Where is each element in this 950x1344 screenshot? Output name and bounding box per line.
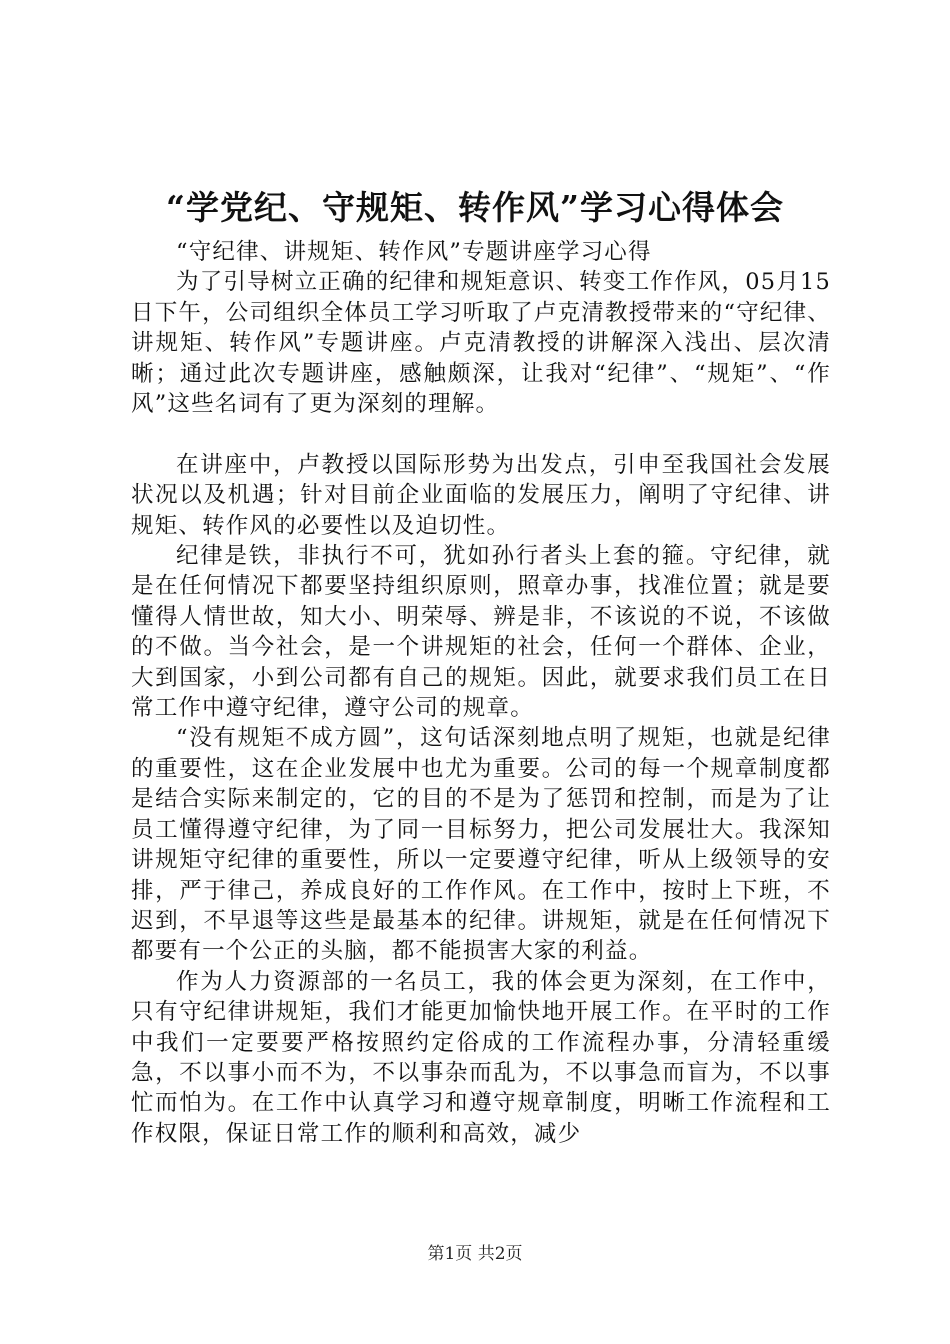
body-paragraph: “没有规矩不成方圆”，这句话深刻地点明了规矩，也就是纪律的重要性，这在企业发展中也尤为重要。公司的每一个规章制度都是结合实际来制定的，它的目的不是为了惩罚和控制，而是为了让员工懂得遵守纪律，为了同一目标努力，把公司发展壮大。我深知讲规矩守纪律的重要性，所以一定要遵守纪律，听从上级领导的安排，严于律己，养成良好的工作作风。在工作中，按时上下班，不迟到，不早退等这些是最基本的纪律。讲规矩，就是在任何情况下都要有一个公正的头脑，都不能损害大家的利益。 (131, 725, 831, 965)
subtitle-paragraph: “守纪律、讲规矩、转作风”专题讲座学习心得 (176, 239, 652, 265)
body-paragraph: 纪律是铁，非执行不可，犹如孙行者头上套的箍。守纪律，就是在任何情况下都要坚持组织原则，照章办事，找准位置；就是要懂得人情世故，知大小、明荣辱、辨是非，不该说的不说，不该做的不做。当今社会，是一个讲规矩的社会，任何一个群体、企业，大到国家，小到公司都有自己的规矩。因此，就要求我们员工在日常工作中遵守纪律，遵守公司的规章。 (131, 543, 831, 722)
body-paragraph: 为了引导树立正确的纪律和规矩意识、转变工作作风，05月15日下午，公司组织全体员工学习听取了卢克清教授带来的“守纪律、讲规矩、转作风”专题讲座。卢克清教授的讲解深入浅出、层次清晰；通过此次专题讲座，感触颇深，让我对“纪律”、“规矩”、“作风”这些名词有了更为深刻的理解。 (131, 269, 832, 418)
page-number-footer: 第1页 共2页 (427, 1244, 523, 1264)
body-paragraph: 作为人力资源部的一名员工，我的体会更为深刻，在工作中，只有守纪律讲规矩，我们才能更加愉快地开展工作。在平时的工作中我们一定要要严格按照约定俗成的工作流程办事，分清轻重缓急，不以事小而不为，不以事杂而乱为，不以事急而盲为，不以事忙而怕为。在工作中认真学习和遵守规章制度，明晰工作流程和工作权限，保证日常工作的顺利和高效，减少 (131, 968, 831, 1147)
body-paragraph: 在讲座中，卢教授以国际形势为出发点，引申至我国社会发展状况以及机遇；针对目前企业面临的发展压力，阐明了守纪律、讲规矩、转作风的必要性以及迫切性。 (131, 451, 831, 539)
document-title: “学党纪、守规矩、转作风”学习心得体会 (166, 188, 784, 227)
document-body (131, 237, 831, 1149)
